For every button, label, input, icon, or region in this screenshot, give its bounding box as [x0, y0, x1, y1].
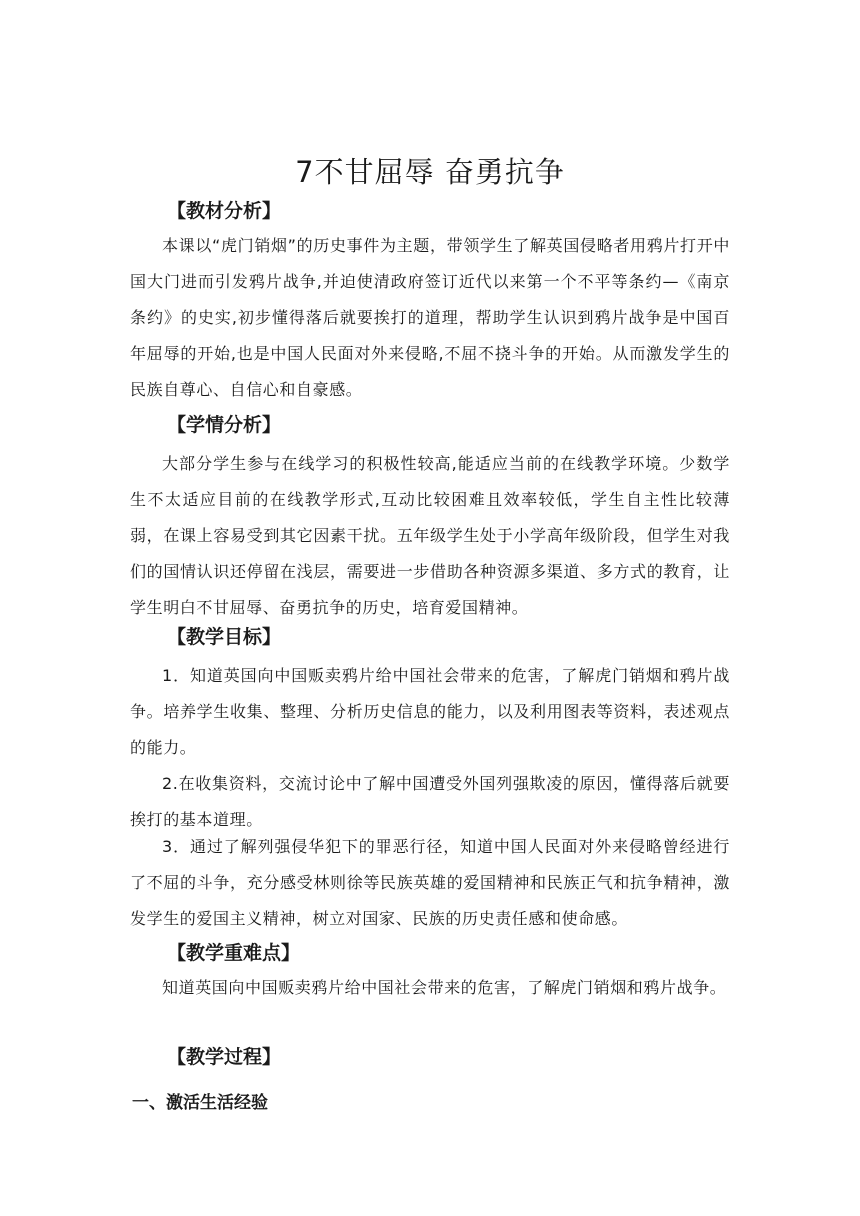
section-heading-key-points: 【教学重难点】	[167, 942, 301, 964]
paragraph-goal-1: 1．知道英国向中国贩卖鸦片给中国社会带来的危害，了解虎门销烟和鸦片战争。培养学生收集、整理、分析历史信息的能力，以及利用图表等资料，表述观点的能力。	[130, 666, 730, 757]
section-heading-teaching-process: 【教学过程】	[167, 1046, 282, 1068]
section-heading-textbook-analysis: 【教材分析】	[167, 200, 282, 222]
section-heading-teaching-goals: 【教学目标】	[167, 626, 282, 648]
paragraph-goal-2: 2.在收集资料，交流讨论中了解中国遭受外国列强欺凌的原因，懂得落后就要挨打的基本道理。	[130, 774, 730, 829]
paragraph-textbook-analysis: 本课以“虎门销烟”的历史事件为主题，带领学生了解英国侵略者用鸦片打开中国大门进而引发鸦片战争,并迫使清政府签订近代以来第一个不平等条约—《南京条约》的史实,初步懂得落后就要挨打的道理，帮助学生认识到鸦片战争是中国百年屈辱的开始,也是中国人民面对外来侵略,不屈不挠斗争的开始。从而激发学生的民族自尊心、自信心和自豪感。	[130, 236, 730, 399]
paragraph-goal-3: 3．通过了解列强侵华犯下的罪恶行径，知道中国人民面对外来侵略曾经进行了不屈的斗争，充分感受林则徐等民族英雄的爱国精神和民族正气和抗争精神，激发学生的爱国主义精神，树立对国家、民族的历史责任感和使命感。	[130, 837, 730, 928]
document-title: 7不甘屈辱 奋勇抗争	[295, 155, 565, 189]
section-heading-student-analysis: 【学情分析】	[167, 414, 282, 436]
paragraph-key-points: 知道英国向中国贩卖鸦片给中国社会带来的危害，了解虎门销烟和鸦片战争。	[162, 978, 727, 997]
part-heading-1: 一、激活生活经验	[132, 1093, 268, 1113]
paragraph-student-analysis: 大部分学生参与在线学习的积极性较高,能适应当前的在线教学环境。少数学生不太适应目前的在线教学形式,互动比较困难且效率较低，学生自主性比较薄弱，在课上容易受到其它因素干扰。五年级学生处于小学高年级阶段，但学生对我们的国情认识还停留在浅层，需要进一步借助各种资源多渠道、多方式的教育，让学生明白不甘屈辱、奋勇抗争的历史，培育爱国精神。	[130, 454, 730, 617]
